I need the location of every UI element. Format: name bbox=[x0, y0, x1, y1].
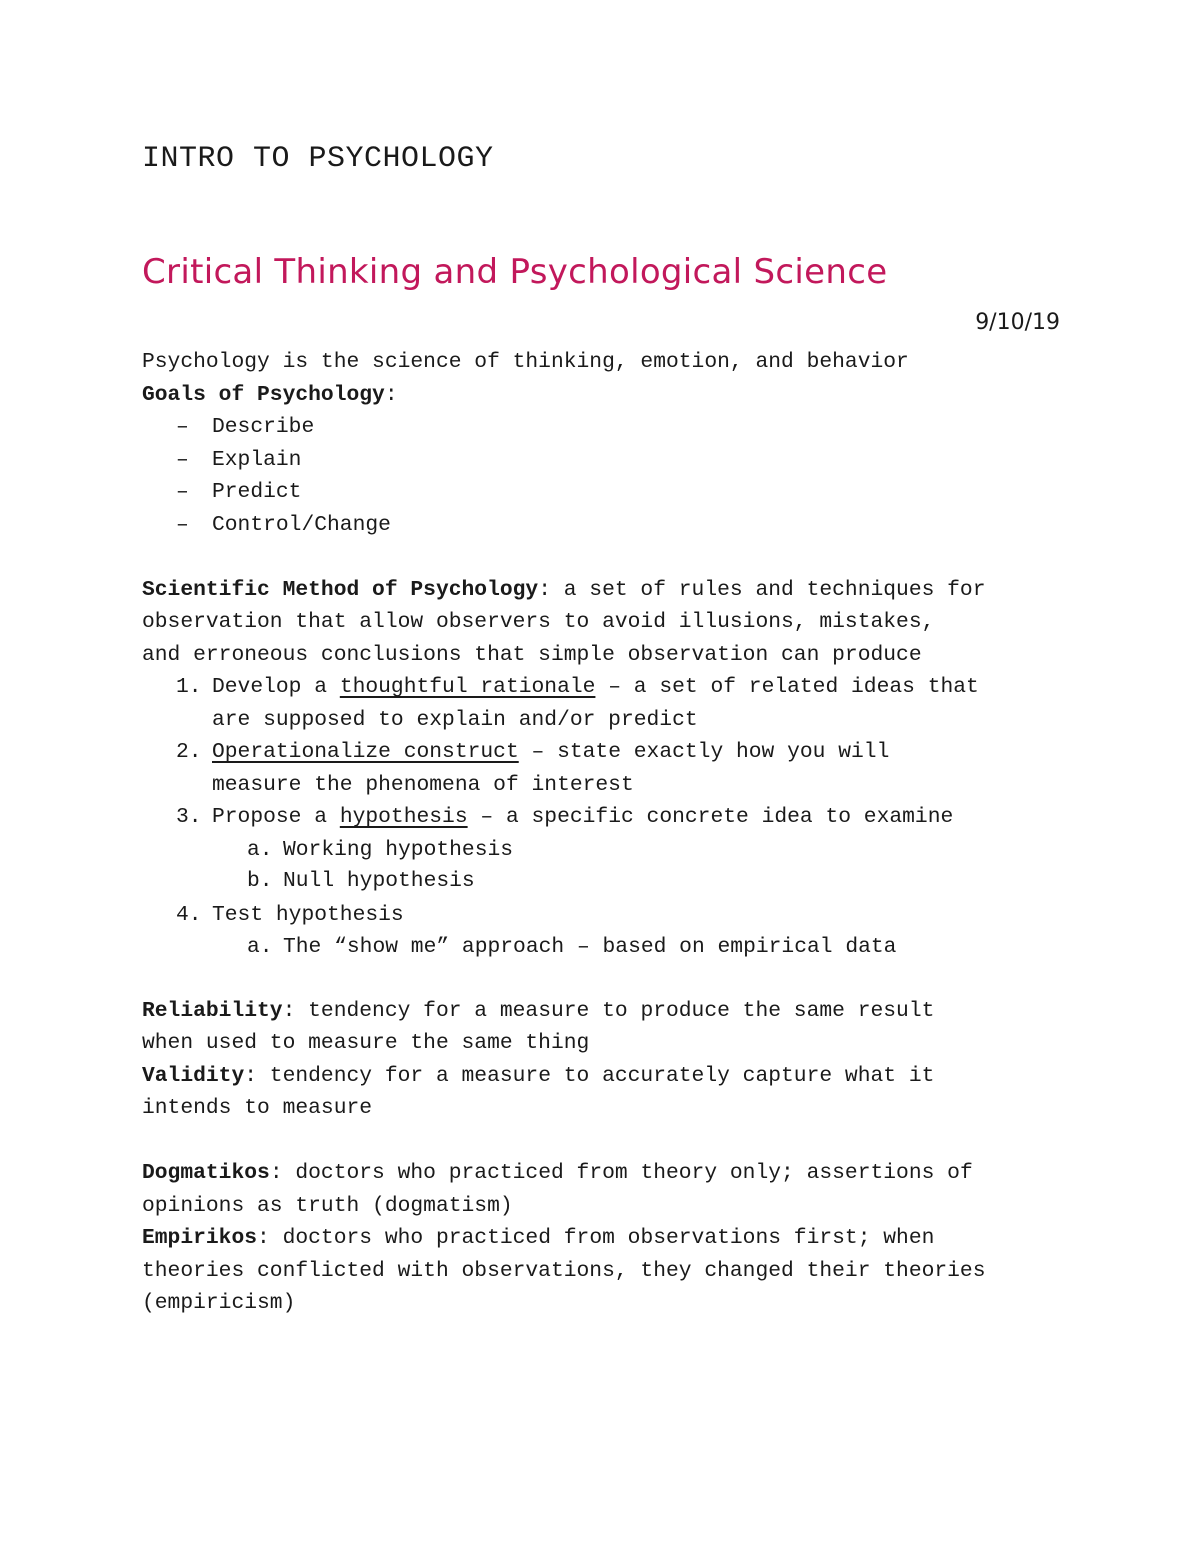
method-step-4 bbox=[142, 899, 1072, 932]
dogmatikos-def: : doctors who practiced from theory only; assertions of bbox=[269, 1161, 973, 1185]
validity-label: Validity bbox=[142, 1063, 245, 1088]
empirikos-def: : doctors who practiced from observations first; when bbox=[257, 1226, 935, 1250]
method-step-2 bbox=[142, 736, 1072, 801]
empirikos-line1 bbox=[142, 1222, 1072, 1255]
reliability-line1 bbox=[142, 995, 1072, 1028]
step-3-prefix: Propose a bbox=[212, 805, 340, 829]
scientific-method-def-2: observation that allow observers to avoid illusions, mistakes, bbox=[142, 610, 935, 634]
dash-marker: – bbox=[176, 447, 189, 472]
method-step-1 bbox=[142, 671, 1072, 736]
term-hypothesis: hypothesis bbox=[339, 805, 468, 829]
show-me-approach: The “show me” approach – based on empirical data bbox=[283, 935, 897, 959]
spacer bbox=[142, 962, 1072, 995]
validity-line1 bbox=[142, 1060, 1072, 1093]
dogmatikos-label: Dogmatikos bbox=[142, 1161, 270, 1185]
sub-marker: b. bbox=[247, 868, 273, 893]
goal-predict: Predict bbox=[212, 480, 302, 504]
step-number: 2. bbox=[176, 740, 202, 764]
list-item bbox=[142, 476, 1072, 509]
sub-marker: a. bbox=[247, 935, 273, 959]
goals-label: Goals of Psychology bbox=[142, 382, 385, 407]
step-number: 4. bbox=[176, 902, 202, 927]
dogmatikos-line1 bbox=[142, 1157, 1072, 1190]
list-item bbox=[142, 834, 1072, 865]
step-1-prefix: Develop a bbox=[212, 675, 340, 699]
step-number: 1. bbox=[176, 675, 202, 699]
step-1-continuation: are supposed to explain and/or predict bbox=[212, 707, 698, 732]
step-1-suffix: – a set of related ideas that bbox=[595, 675, 979, 699]
scientific-method-label: Scientific Method of Psychology bbox=[142, 577, 539, 602]
step-number: 3. bbox=[176, 805, 202, 829]
note-date: 9/10/19 bbox=[975, 310, 1060, 335]
step-4-text: Test hypothesis bbox=[212, 902, 404, 927]
step-3-line bbox=[212, 801, 1072, 834]
goals-colon: : bbox=[384, 382, 398, 407]
reliability-def: : tendency for a measure to produce the same result bbox=[282, 998, 935, 1023]
spacer bbox=[142, 1125, 1072, 1158]
dash-marker: – bbox=[176, 512, 189, 537]
working-hypothesis: Working hypothesis bbox=[283, 837, 514, 862]
dogmatikos-line2: opinions as truth (dogmatism) bbox=[142, 1193, 513, 1218]
step-2-line bbox=[212, 736, 1072, 769]
term-thoughtful-rationale: thoughtful rationale bbox=[339, 675, 596, 699]
psychology-definition: Psychology is the science of thinking, emotion, and behavior bbox=[142, 350, 909, 374]
reliability-line2: when used to measure the same thing bbox=[142, 1031, 590, 1055]
scientific-method-def-1: : a set of rules and techniques for bbox=[538, 577, 986, 602]
term-operationalize-construct: Operationalize construct bbox=[212, 740, 519, 764]
reliability-label: Reliability bbox=[142, 998, 283, 1023]
validity-line2: intends to measure bbox=[142, 1096, 373, 1120]
notes-body bbox=[142, 346, 1072, 1320]
list-item bbox=[142, 931, 1072, 962]
goal-control: Control/Change bbox=[212, 512, 391, 537]
goal-describe: Describe bbox=[212, 415, 315, 439]
empirikos-label: Empirikos bbox=[142, 1226, 258, 1250]
null-hypothesis: Null hypothesis bbox=[283, 868, 475, 893]
validity-def: : tendency for a measure to accurately capture what it bbox=[244, 1063, 935, 1088]
scientific-method-def-3: and erroneous conclusions that simple observation can produce bbox=[142, 642, 922, 667]
list-item bbox=[142, 865, 1072, 896]
list-item bbox=[142, 509, 1072, 542]
goals-heading bbox=[142, 379, 1072, 412]
empirikos-line3: (empiricism) bbox=[142, 1291, 296, 1315]
scientific-method-line1 bbox=[142, 574, 1072, 607]
list-item bbox=[142, 411, 1072, 444]
dash-marker: – bbox=[176, 415, 189, 439]
step-2-suffix: – state exactly how you will bbox=[518, 740, 890, 764]
step-2-continuation: measure the phenomena of interest bbox=[212, 772, 634, 797]
step-1-line bbox=[212, 671, 1072, 704]
list-item bbox=[142, 444, 1072, 477]
method-step-3 bbox=[142, 801, 1072, 834]
empirikos-line2: theories conflicted with observations, they changed their theories bbox=[142, 1258, 986, 1283]
sub-marker: a. bbox=[247, 837, 273, 862]
course-title: INTRO TO PSYCHOLOGY bbox=[142, 142, 494, 176]
goal-explain: Explain bbox=[212, 447, 302, 472]
section-heading: Critical Thinking and Psychological Science bbox=[142, 252, 888, 292]
step-3-suffix: – a specific concrete idea to examine bbox=[467, 805, 954, 829]
spacer bbox=[142, 541, 1072, 574]
dash-marker: – bbox=[176, 480, 189, 504]
